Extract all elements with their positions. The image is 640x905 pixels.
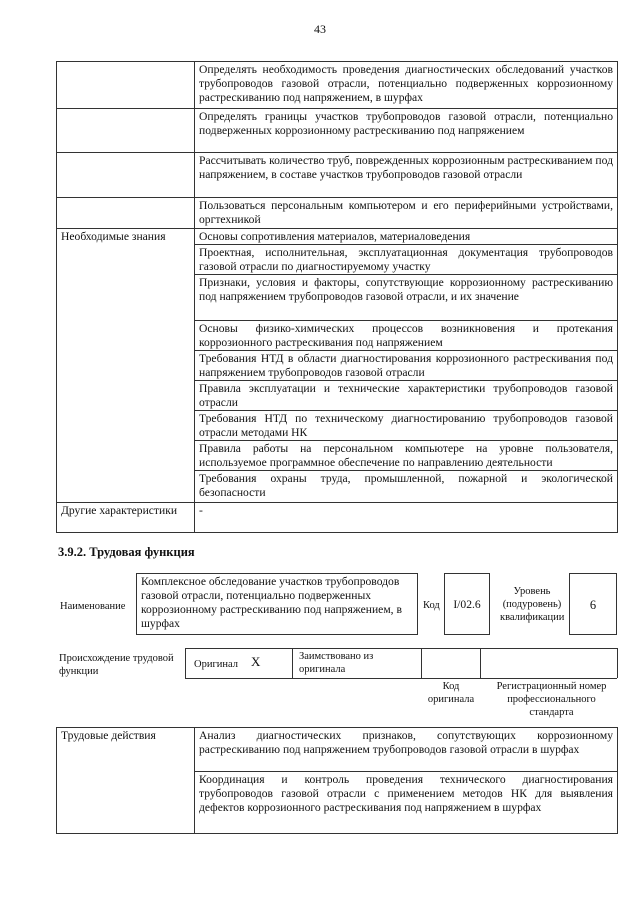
skills-label-cell: [57, 198, 195, 229]
labor-action-item: Анализ диагностических признаков, сопутствующих коррозионному растрескиванию под напряжением трубопроводов газовой отрасли в шурфах: [195, 728, 618, 772]
labor-action-item: Координация и контроль проведения технического диагностирования трубопроводов газовой отрасли с применением методов НК для выявления дефектов коррозионного растрескивания под напряжением в шурфах: [195, 772, 618, 834]
knowledge-item: Правила эксплуатации и технические характеристики трубопроводов газовой отрасли: [195, 381, 618, 411]
other-characteristics-value: -: [195, 503, 618, 533]
knowledge-item: Основы сопротивления материалов, материаловедения: [195, 229, 618, 245]
skill-item: Пользоваться персональным компьютером и его периферийными устройствами, оргтехникой: [195, 198, 618, 229]
knowledge-item: Основы физико-химических процессов возникновения и протекания коррозионного растрескивания под напряжением: [195, 321, 618, 351]
code-original-caption: Код оригинала: [427, 681, 475, 705]
function-name-value: Комплексное обследование участков трубопроводов газовой отрасли, потенциально подверженных коррозионному растрескиванию под напряжением, в шурфах: [141, 575, 402, 630]
function-name-box: [136, 573, 418, 635]
level-value: 6: [589, 598, 597, 612]
other-characteristics-label: Другие характеристики: [57, 503, 195, 533]
origin-bottom-line: [185, 678, 617, 679]
function-name-label: Наименование: [60, 601, 126, 612]
origin-top-line: [185, 648, 617, 649]
knowledge-label: Необходимые знания: [57, 229, 195, 503]
level-label: Уровень (подуровень) квалификации: [500, 586, 565, 623]
knowledge-item: Требования НТД в области диагностирования коррозионного растрескивания под напряжением трубопроводов газовой отрасли: [195, 351, 618, 381]
code-box: [444, 573, 490, 635]
origin-divider: [480, 648, 481, 678]
knowledge-item: Правила работы на персональном компьютере на уровне пользователя, используемое программное обеспечение по направлению деятельности: [195, 441, 618, 471]
skills-label-cell: [57, 153, 195, 198]
skills-label-cell: [57, 109, 195, 153]
original-label: Оригинал: [194, 659, 238, 670]
labor-actions-label: Трудовые действия: [57, 728, 195, 834]
code-value: I/02.6: [453, 598, 481, 611]
knowledge-item: Требования охраны труда, промышленной, пожарной и экологической безопасности: [195, 471, 618, 503]
skills-label-cell: [57, 62, 195, 109]
labor-actions-table: [56, 727, 618, 834]
section-title: 3.9.2. Трудовая функция: [58, 545, 195, 559]
borrowed-label: Заимствовано из оригинала: [299, 651, 374, 675]
code-label: Код: [423, 600, 440, 611]
level-box: [569, 573, 617, 635]
skill-item: Рассчитывать количество труб, поврежденных коррозионным растрескиванием под напряжением, в составе участков трубопроводов газовой отрасли: [195, 153, 618, 198]
knowledge-item: Проектная, исполнительная, эксплуатационная документация трубопроводов газовой отрасли по диагностируемому участку: [195, 245, 618, 275]
skill-item: Определять необходимость проведения диагностических обследований участков трубопроводов газовой отрасли, потенциально подверженных коррозионному растрескиванию под напряжением, в шурфах: [195, 62, 618, 109]
skill-item: Определять границы участков трубопроводов газовой отрасли, потенциально подверженных коррозионному растрескиванию под напряжением: [195, 109, 618, 153]
original-mark: X: [251, 654, 261, 669]
origin-divider: [617, 648, 618, 678]
origin-divider: [292, 648, 293, 678]
origin-divider: [421, 648, 422, 678]
page-number: 43: [314, 22, 326, 36]
origin-divider: [185, 648, 186, 678]
origin-label: Происхождение трудовой функции: [59, 653, 174, 677]
knowledge-item: Признаки, условия и факторы, сопутствующие коррозионному растрескиванию под напряжением трубопроводов газовой отрасли, и их значение: [195, 275, 618, 321]
competency-table: [56, 61, 618, 533]
knowledge-item: Требования НТД по техническому диагностированию трубопроводов газовой отрасли методами НК: [195, 411, 618, 441]
reg-number-caption: Регистрационный номер профессионального стандарта: [496, 681, 607, 718]
